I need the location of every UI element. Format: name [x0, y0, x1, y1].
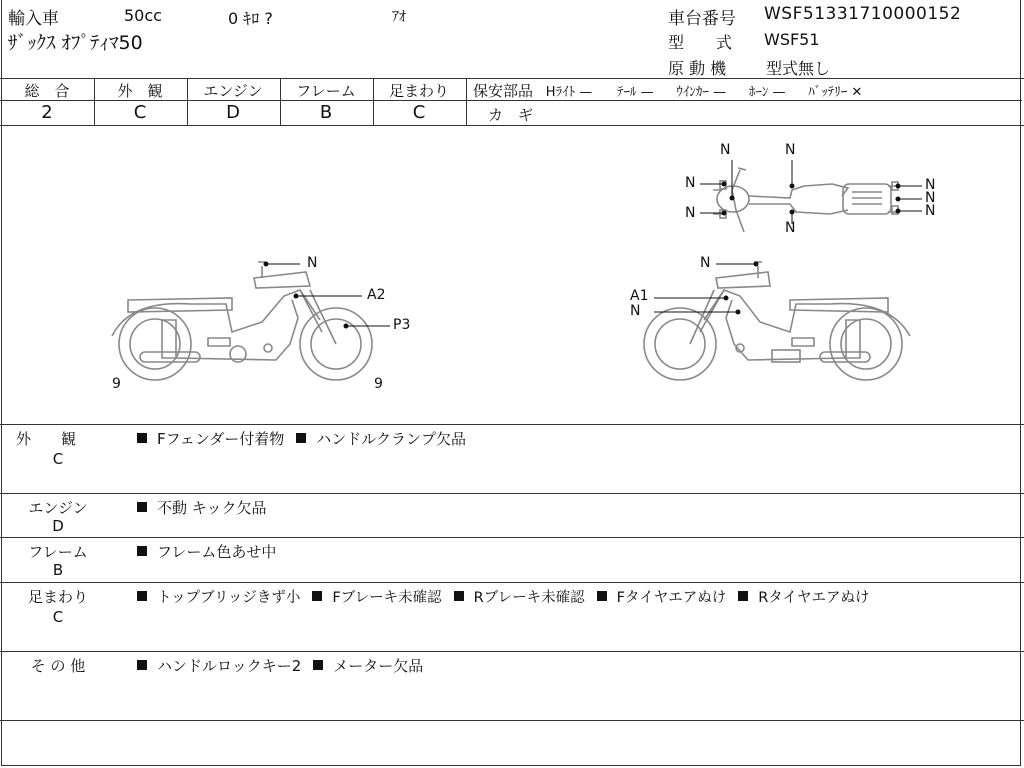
grade-exterior-value: C — [133, 102, 147, 123]
grade-suspension-label: 足まわり — [388, 82, 449, 100]
condition-diagram — [0, 126, 1024, 424]
mark-left-front-wheel: P3 — [393, 317, 411, 333]
grade-exterior-label: 外 観 — [117, 82, 163, 100]
type-value: WSF51 — [764, 30, 820, 49]
section-suspension-label: 足まわり — [27, 588, 88, 606]
section-exterior-notes: Fフェンダー付着物 ハンドルクランプ欠品 — [137, 428, 478, 449]
section-frame-label: フレーム — [28, 543, 88, 561]
top-view-bike — [713, 168, 900, 232]
safety-label: 保安部品 — [473, 82, 534, 100]
section-other-notes: ハンドルロックキー2 メーター欠品 — [137, 655, 435, 676]
divider — [0, 582, 1024, 583]
model-name: ｻﾞｯｸｽ ｵﾌﾟﾃｨﾏ50 — [8, 32, 143, 54]
mark-right-handle: N — [700, 255, 711, 271]
mark-top-tank-n: N — [785, 142, 796, 158]
grade-frame-label: フレーム — [296, 82, 356, 100]
import-label: 輸入車 — [8, 9, 59, 29]
key-label: カ ギ — [488, 106, 534, 124]
frame-no: WSF51331710000152 — [764, 4, 962, 24]
type-label: 型 式 — [668, 33, 733, 52]
mark-top-handle-n: N — [720, 142, 731, 158]
divider — [0, 493, 1024, 494]
safety-parts — [473, 80, 862, 101]
mark-top-left-lower-n: N — [685, 205, 696, 221]
divider — [0, 537, 1024, 538]
divider — [0, 720, 1024, 721]
section-engine-label: エンジン — [28, 499, 88, 517]
section-exterior-label: 外 観 — [15, 430, 76, 448]
left-side-bike — [112, 262, 372, 380]
frame-no-label: 車台番号 — [668, 9, 736, 29]
section-engine-notes: 不動 キック欠品 — [137, 497, 278, 518]
section-frame-notes: フレーム色あせ中 — [137, 541, 288, 562]
safety-item-headlight: Hﾗｲﾄ — — [545, 85, 593, 100]
grade-engine-value: D — [226, 102, 240, 123]
divider — [0, 651, 1024, 652]
safety-item-battery: ﾊﾞｯﾃﾘｰ ✕ — [808, 85, 863, 100]
grade-frame-value: B — [319, 102, 333, 123]
section-suspension-notes: トップブリッジきず小 Fブレーキ未確認 Rブレーキ未確認 Fタイヤエアぬけ Rタイヤエアぬけ — [137, 586, 882, 607]
mark-left-handle: N — [307, 255, 318, 271]
mark-top-rear-3-n: N — [925, 203, 936, 219]
divider — [466, 78, 467, 125]
safety-item-horn: ﾎｰﾝ — — [748, 85, 786, 100]
mark-top-floor-n: N — [785, 220, 796, 236]
engine-value: 型式無し — [766, 59, 831, 78]
mark-right-body-a1: A1 — [630, 288, 649, 304]
mark-right-body-n: N — [630, 303, 641, 319]
divider — [0, 424, 1024, 425]
safety-item-winker: ｳｲﾝｶｰ — — [676, 85, 727, 100]
section-suspension-grade: C — [52, 608, 64, 626]
mark-left-rear-tire: 9 — [112, 376, 121, 392]
mark-left-body: A2 — [367, 287, 386, 303]
mark-top-rear-2-n: N — [925, 190, 936, 206]
section-frame-grade: B — [52, 561, 64, 579]
engine-label: 原 動 機 — [668, 59, 727, 78]
mark-left-front-tire: 9 — [374, 376, 383, 392]
displacement: 50cc — [124, 6, 162, 25]
color: ｱｵ — [392, 9, 406, 25]
grade-total-label: 総 合 — [24, 82, 70, 100]
grade-total-value: 2 — [41, 102, 53, 123]
safety-item-tail: ﾃｰﾙ — — [617, 85, 654, 100]
mileage: 0 ｷﾛ ? — [228, 9, 273, 28]
divider — [0, 78, 1024, 79]
mark-top-left-upper-n: N — [685, 175, 696, 191]
grade-suspension-value: C — [412, 102, 426, 123]
section-exterior-grade: C — [52, 450, 64, 468]
section-other-label: そ の 他 — [30, 657, 86, 675]
section-engine-grade: D — [52, 517, 64, 535]
grade-engine-label: エンジン — [203, 82, 263, 100]
mark-top-rear-1-n: N — [925, 177, 936, 193]
right-side-bike — [644, 262, 910, 380]
